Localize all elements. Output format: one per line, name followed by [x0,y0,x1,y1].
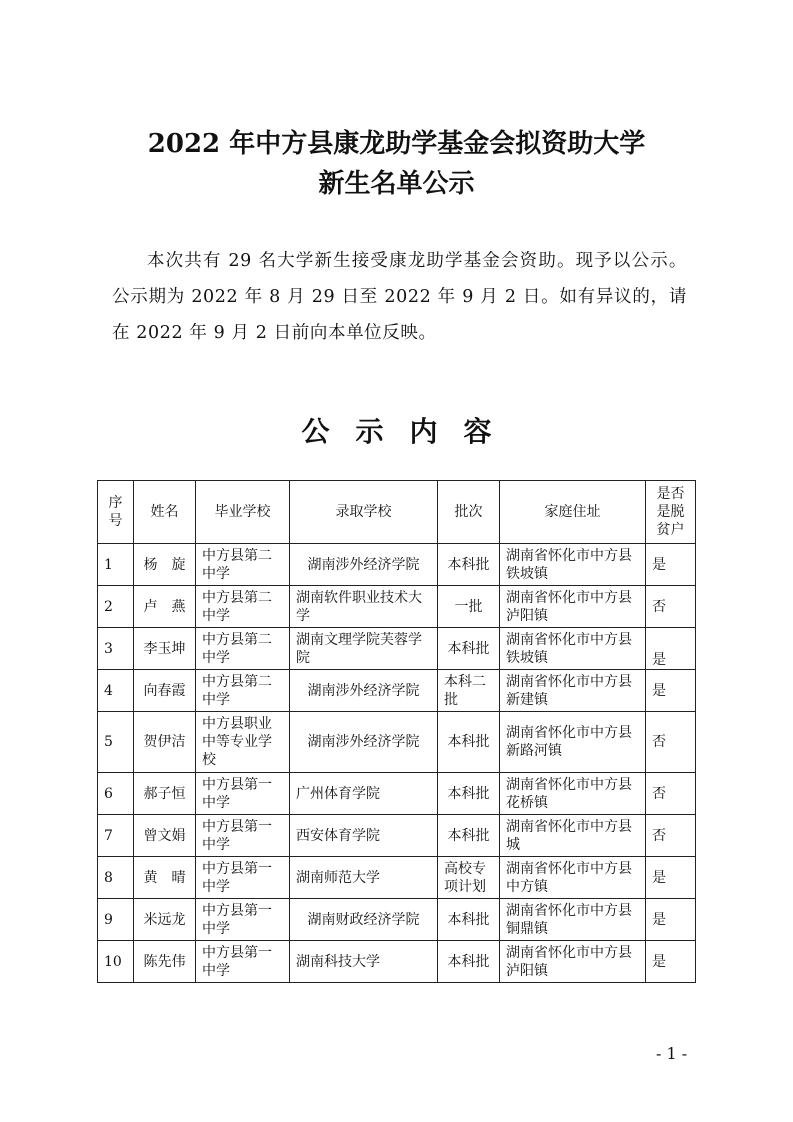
cell-index: 3 [98,628,134,670]
header-batch: 批次 [438,481,500,544]
cell-batch: 高校专项计划 [438,857,500,899]
cell-index: 8 [98,857,134,899]
cell-graduated-school: 中方县第一中学 [196,899,290,941]
cell-poverty-status: 是 [646,857,696,899]
cell-admitted-school: 湖南文理学院芙蓉学院 [290,628,438,670]
cell-poverty-status: 是 [646,899,696,941]
header-index: 序号 [98,481,134,544]
cell-graduated-school: 中方县职业中等专业学校 [196,712,290,773]
intro-paragraph: 本次共有 29 名大学新生接受康龙助学基金会资助。现予以公示。公示期为 2022 年 8 月 29 日至 2022 年 9 月 2 日。如有异议的，请在 2022 年 9 月 2 日前向本单位反映。 [112,251,687,343]
cell-batch: 本科批 [438,899,500,941]
table-header-row [98,481,696,544]
cell-name: 贺伊洁 [134,712,196,773]
cell-admitted-school: 西安体育学院 [290,815,438,857]
cell-graduated-school: 中方县第二中学 [196,670,290,712]
table-row [98,712,696,773]
table-row [98,815,696,857]
cell-name: 卢 燕 [134,586,196,628]
table-row [98,941,696,983]
table-row [98,773,696,815]
cell-poverty-status: 否 [646,773,696,815]
cell-home-address: 湖南省怀化市中方县铁坡镇 [500,544,646,586]
cell-index: 4 [98,670,134,712]
cell-poverty-status: 是 [646,670,696,712]
cell-batch: 本科二批 [438,670,500,712]
cell-poverty-status: 否 [646,815,696,857]
cell-home-address: 湖南省怀化市中方县新路河镇 [500,712,646,773]
cell-poverty-status: 否 [646,586,696,628]
cell-home-address: 湖南省怀化市中方县泸阳镇 [500,586,646,628]
cell-home-address: 湖南省怀化市中方县铜鼎镇 [500,899,646,941]
cell-batch: 本科批 [438,941,500,983]
title-line-2: 新生名单公示 [318,169,475,199]
cell-batch: 本科批 [438,815,500,857]
cell-poverty-status: 是 [646,628,696,670]
header-home-address: 家庭住址 [500,481,646,544]
cell-index: 5 [98,712,134,773]
cell-graduated-school: 中方县第一中学 [196,857,290,899]
table-row [98,670,696,712]
cell-index: 6 [98,773,134,815]
cell-graduated-school: 中方县第一中学 [196,773,290,815]
cell-admitted-school: 湖南涉外经济学院 [290,712,438,773]
table-row [98,544,696,586]
cell-admitted-school: 广州体育学院 [290,773,438,815]
cell-index: 7 [98,815,134,857]
table-row [98,628,696,670]
cell-batch: 本科批 [438,712,500,773]
cell-admitted-school: 湖南软件职业技术大学 [290,586,438,628]
cell-admitted-school: 湖南科技大学 [290,941,438,983]
cell-home-address: 湖南省怀化市中方县泸阳镇 [500,941,646,983]
cell-name: 陈先伟 [134,941,196,983]
cell-poverty-status: 是 [646,941,696,983]
cell-index: 10 [98,941,134,983]
table-row [98,586,696,628]
cell-home-address: 湖南省怀化市中方县中方镇 [500,857,646,899]
cell-name: 李玉坤 [134,628,196,670]
table-row [98,857,696,899]
page-number: - 1 - [656,1044,688,1063]
cell-home-address: 湖南省怀化市中方县城 [500,815,646,857]
cell-graduated-school: 中方县第二中学 [196,544,290,586]
cell-admitted-school: 湖南涉外经济学院 [290,670,438,712]
cell-batch: 本科批 [438,544,500,586]
document-title [0,124,793,204]
header-admitted-school: 录取学校 [290,481,438,544]
cell-index: 2 [98,586,134,628]
cell-index: 9 [98,899,134,941]
cell-poverty-status: 是 [646,544,696,586]
cell-graduated-school: 中方县第一中学 [196,941,290,983]
cell-batch: 一批 [438,586,500,628]
header-poverty-status: 是否是脱贫户 [646,481,696,544]
cell-admitted-school: 湖南涉外经济学院 [290,544,438,586]
cell-poverty-status: 否 [646,712,696,773]
cell-batch: 本科批 [438,628,500,670]
cell-graduated-school: 中方县第一中学 [196,815,290,857]
header-graduated-school: 毕业学校 [196,481,290,544]
table-row [98,899,696,941]
cell-batch: 本科批 [438,773,500,815]
cell-name: 郝子恒 [134,773,196,815]
cell-home-address: 湖南省怀化市中方县新建镇 [500,670,646,712]
cell-name: 米远龙 [134,899,196,941]
cell-name: 杨 旋 [134,544,196,586]
recipient-table [97,480,696,983]
header-name: 姓名 [134,481,196,544]
cell-admitted-school: 湖南财政经济学院 [290,899,438,941]
cell-admitted-school: 湖南师范大学 [290,857,438,899]
section-heading: 公示内容 [301,415,518,448]
cell-name: 黄 晴 [134,857,196,899]
cell-index: 1 [98,544,134,586]
cell-graduated-school: 中方县第二中学 [196,586,290,628]
cell-home-address: 湖南省怀化市中方县花桥镇 [500,773,646,815]
title-line-1: 2022 年中方县康龙助学基金会拟资助大学 [147,129,646,159]
cell-graduated-school: 中方县第二中学 [196,628,290,670]
cell-name: 向春霞 [134,670,196,712]
cell-name: 曾文娟 [134,815,196,857]
cell-home-address: 湖南省怀化市中方县铁坡镇 [500,628,646,670]
